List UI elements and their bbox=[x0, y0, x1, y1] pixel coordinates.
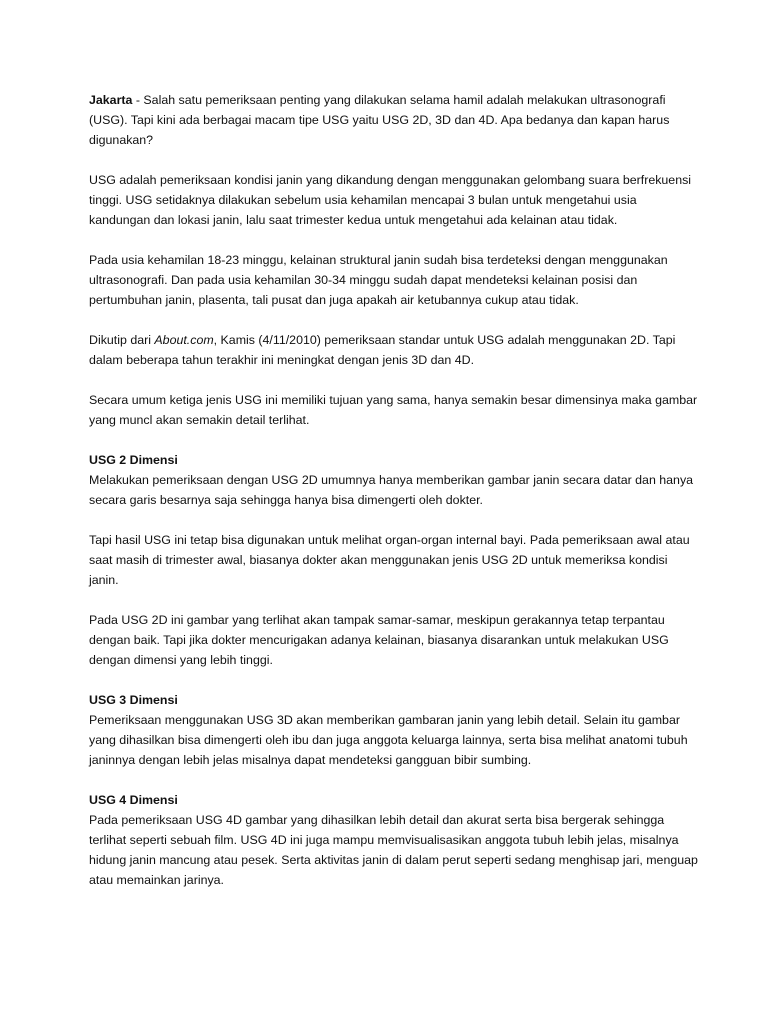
intro-text: - Salah satu pemeriksaan penting yang dilakukan selama hamil adalah melakukan ultrasonografi (USG). Tapi kini ada berbagai macam tipe USG yaitu USG 2D, 3D dan 4D. Apa bedanya dan kapan harus digunakan? bbox=[89, 93, 670, 147]
paragraph-2d-3: Pada USG 2D ini gambar yang terlihat akan tampak samar-samar, meskipun gerakannya tetap terpantau dengan baik. Tapi jika dokter mencurigakan adanya kelainan, biasanya disarankan untuk melakukan USG dengan dimensi yang lebih tinggi. bbox=[89, 613, 669, 667]
intro-paragraph bbox=[89, 90, 699, 150]
paragraph-source bbox=[89, 330, 699, 370]
section-heading-2d: USG 2 Dimensi bbox=[89, 453, 178, 467]
paragraph-pregnancy-weeks: Pada usia kehamilan 18-23 minggu, kelainan struktural janin sudah bisa terdeteksi dengan menggunakan ultrasonografi. Dan pada usia kehamilan 30-34 minggu sudah dapat mendeteksi kelainan posisi dan pertumbuhan janin, plasenta, tali pusat dan juga apakah air ketubannya cukup atau tidak. bbox=[89, 253, 668, 307]
section-heading-4d: USG 4 Dimensi bbox=[89, 793, 178, 807]
source-name: About.com bbox=[154, 333, 214, 347]
paragraph-2d-1: Melakukan pemeriksaan dengan USG 2D umumnya hanya memberikan gambar janin secara datar dan hanya secara garis besarnya saja sehingga hanya bisa dimengerti oleh dokter. bbox=[89, 473, 694, 507]
paragraph-usg-definition: USG adalah pemeriksaan kondisi janin yang dikandung dengan menggunakan gelombang suara berfrekuensi tinggi. USG setidaknya dilakukan sebelum usia kehamilan mencapai 3 bulan untuk mengetahui usia kandungan dan lokasi janin, lalu saat trimester kedua untuk mengetahui ada kelainan atau tidak. bbox=[89, 173, 692, 227]
paragraph-3d-1: Pemeriksaan menggunakan USG 3D akan memberikan gambaran janin yang lebih detail. Selain itu gambar yang dihasilkan bisa dimengerti oleh ibu dan juga anggota keluarga lainnya, serta bisa melihat anatomi tubuh janinnya dengan lebih jelas misalnya dapat mendeteksi gangguan bibir sumbing. bbox=[89, 713, 688, 767]
paragraph-general-purpose: Secara umum ketiga jenis USG ini memiliki tujuan yang sama, hanya semakin besar dimensinya maka gambar yang muncl akan semakin detail terlihat. bbox=[89, 393, 698, 427]
paragraph-2d-2: Tapi hasil USG ini tetap bisa digunakan untuk melihat organ-organ internal bayi. Pada pemeriksaan awal atau saat masih di trimester awal, biasanya dokter akan menggunakan jenis USG 2D untuk memeriksa kondisi janin. bbox=[89, 533, 690, 587]
document-page bbox=[89, 90, 699, 890]
dateline: Jakarta bbox=[89, 93, 133, 107]
section-heading-3d: USG 3 Dimensi bbox=[89, 693, 178, 707]
source-after-text: , Kamis (4/11/2010) pemeriksaan standar untuk USG adalah menggunakan 2D. Tapi dalam beberapa tahun terakhir ini meningkat dengan jenis 3D dan 4D. bbox=[89, 333, 676, 367]
source-before-text: Dikutip dari bbox=[89, 333, 155, 347]
paragraph-4d-1: Pada pemeriksaan USG 4D gambar yang dihasilkan lebih detail dan akurat serta bisa bergerak sehingga terlihat seperti sebuah film. USG 4D ini juga mampu memvisualisasikan anggota tubuh lebih jelas, misalnya hidung janin mancung atau pesek. Serta aktivitas janin di dalam perut seperti sedang menghisap jari, menguap atau memainkan jarinya. bbox=[89, 813, 698, 887]
